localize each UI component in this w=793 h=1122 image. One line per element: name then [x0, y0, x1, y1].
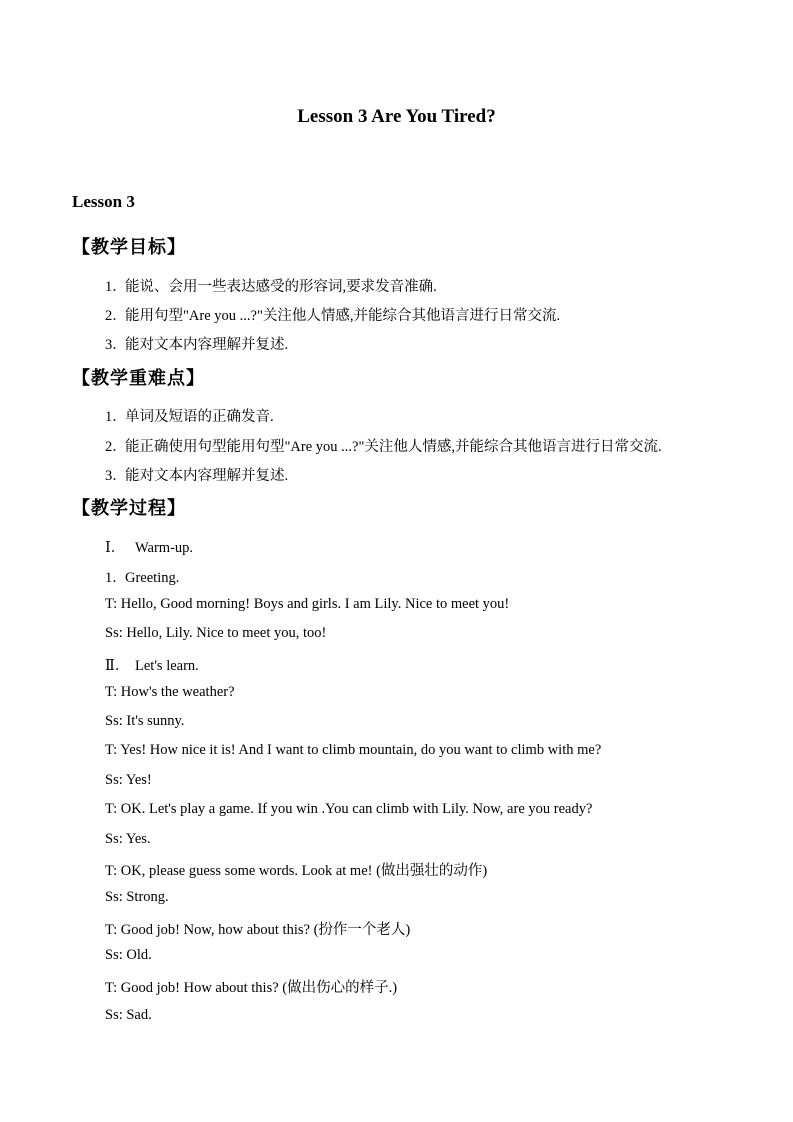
- step-text: Warm-up.: [135, 540, 194, 556]
- item-number: 2．: [105, 439, 127, 455]
- step-lets-learn: [105, 654, 199, 675]
- item-text: 能对文本内容理解并复述.: [125, 337, 289, 353]
- step-text: Let's learn.: [135, 658, 199, 674]
- item-text: Greeting.: [125, 570, 180, 586]
- objective-item: [105, 275, 437, 296]
- dialogue-line: T: OK. Let's play a game. If you win .You can climb with Lily. Now, are you ready?: [105, 801, 593, 817]
- item-text: 能正确使用句型能用句型"Are you ...?"关注他人情感,并能综合其他语言进行日常交流.: [125, 439, 662, 455]
- objective-item: [105, 333, 288, 354]
- dialogue-line: T: Hello, Good morning! Boys and girls. I am Lily. Nice to meet you!: [105, 596, 510, 612]
- dialogue-line: Ss: Yes!: [105, 772, 152, 788]
- dialogue-line: T: OK, please guess some words. Look at me! (做出强壮的动作): [105, 863, 488, 879]
- objectives-heading: 【教学目标】: [72, 237, 186, 258]
- objective-item: [105, 304, 560, 325]
- dialogue-line: Ss: Yes.: [105, 831, 151, 847]
- dialogue-line: Ss: Hello, Lily. Nice to meet you, too!: [105, 625, 327, 641]
- step-number: Ⅱ．: [105, 658, 130, 674]
- key-point-item: [105, 405, 274, 426]
- item-number: 2．: [105, 308, 127, 324]
- key-point-item: [105, 435, 662, 456]
- process-heading: 【教学过程】: [72, 498, 186, 519]
- dialogue-line: T: How's the weather?: [105, 684, 235, 700]
- item-text: 能用句型"Are you ...?"关注他人情感,并能综合其他语言进行日常交流.: [125, 308, 561, 324]
- dialogue-line: T: Good job! Now, how about this? (扮作一个老人): [105, 922, 411, 938]
- dialogue-line: T: Good job! How about this? (做出伤心的样子.): [105, 980, 398, 996]
- key-points-heading: 【教学重难点】: [72, 368, 205, 389]
- item-text: 能对文本内容理解并复述.: [125, 468, 289, 484]
- dialogue-line: T: Yes! How nice it is! And I want to climb mountain, do you want to climb with me?: [105, 742, 602, 758]
- item-number: 1．: [105, 409, 127, 425]
- item-number: 1．: [105, 570, 127, 586]
- dialogue-line: Ss: It's sunny.: [105, 713, 185, 729]
- step-warm-up: [105, 536, 193, 557]
- step-number: Ⅰ．: [105, 540, 126, 556]
- item-text: 能说、会用一些表达感受的形容词,要求发音准确.: [125, 279, 437, 295]
- item-number: 3．: [105, 468, 127, 484]
- dialogue-line: Ss: Strong.: [105, 889, 169, 905]
- document-title: Lesson 3 Are You Tired?: [297, 106, 496, 127]
- lesson-label: Lesson 3: [72, 192, 135, 211]
- item-number: 1．: [105, 279, 127, 295]
- substep-greeting: [105, 566, 179, 587]
- item-number: 3．: [105, 337, 127, 353]
- key-point-item: [105, 464, 288, 485]
- dialogue-line: Ss: Sad.: [105, 1007, 152, 1023]
- item-text: 单词及短语的正确发音.: [125, 409, 274, 425]
- dialogue-line: Ss: Old.: [105, 947, 152, 963]
